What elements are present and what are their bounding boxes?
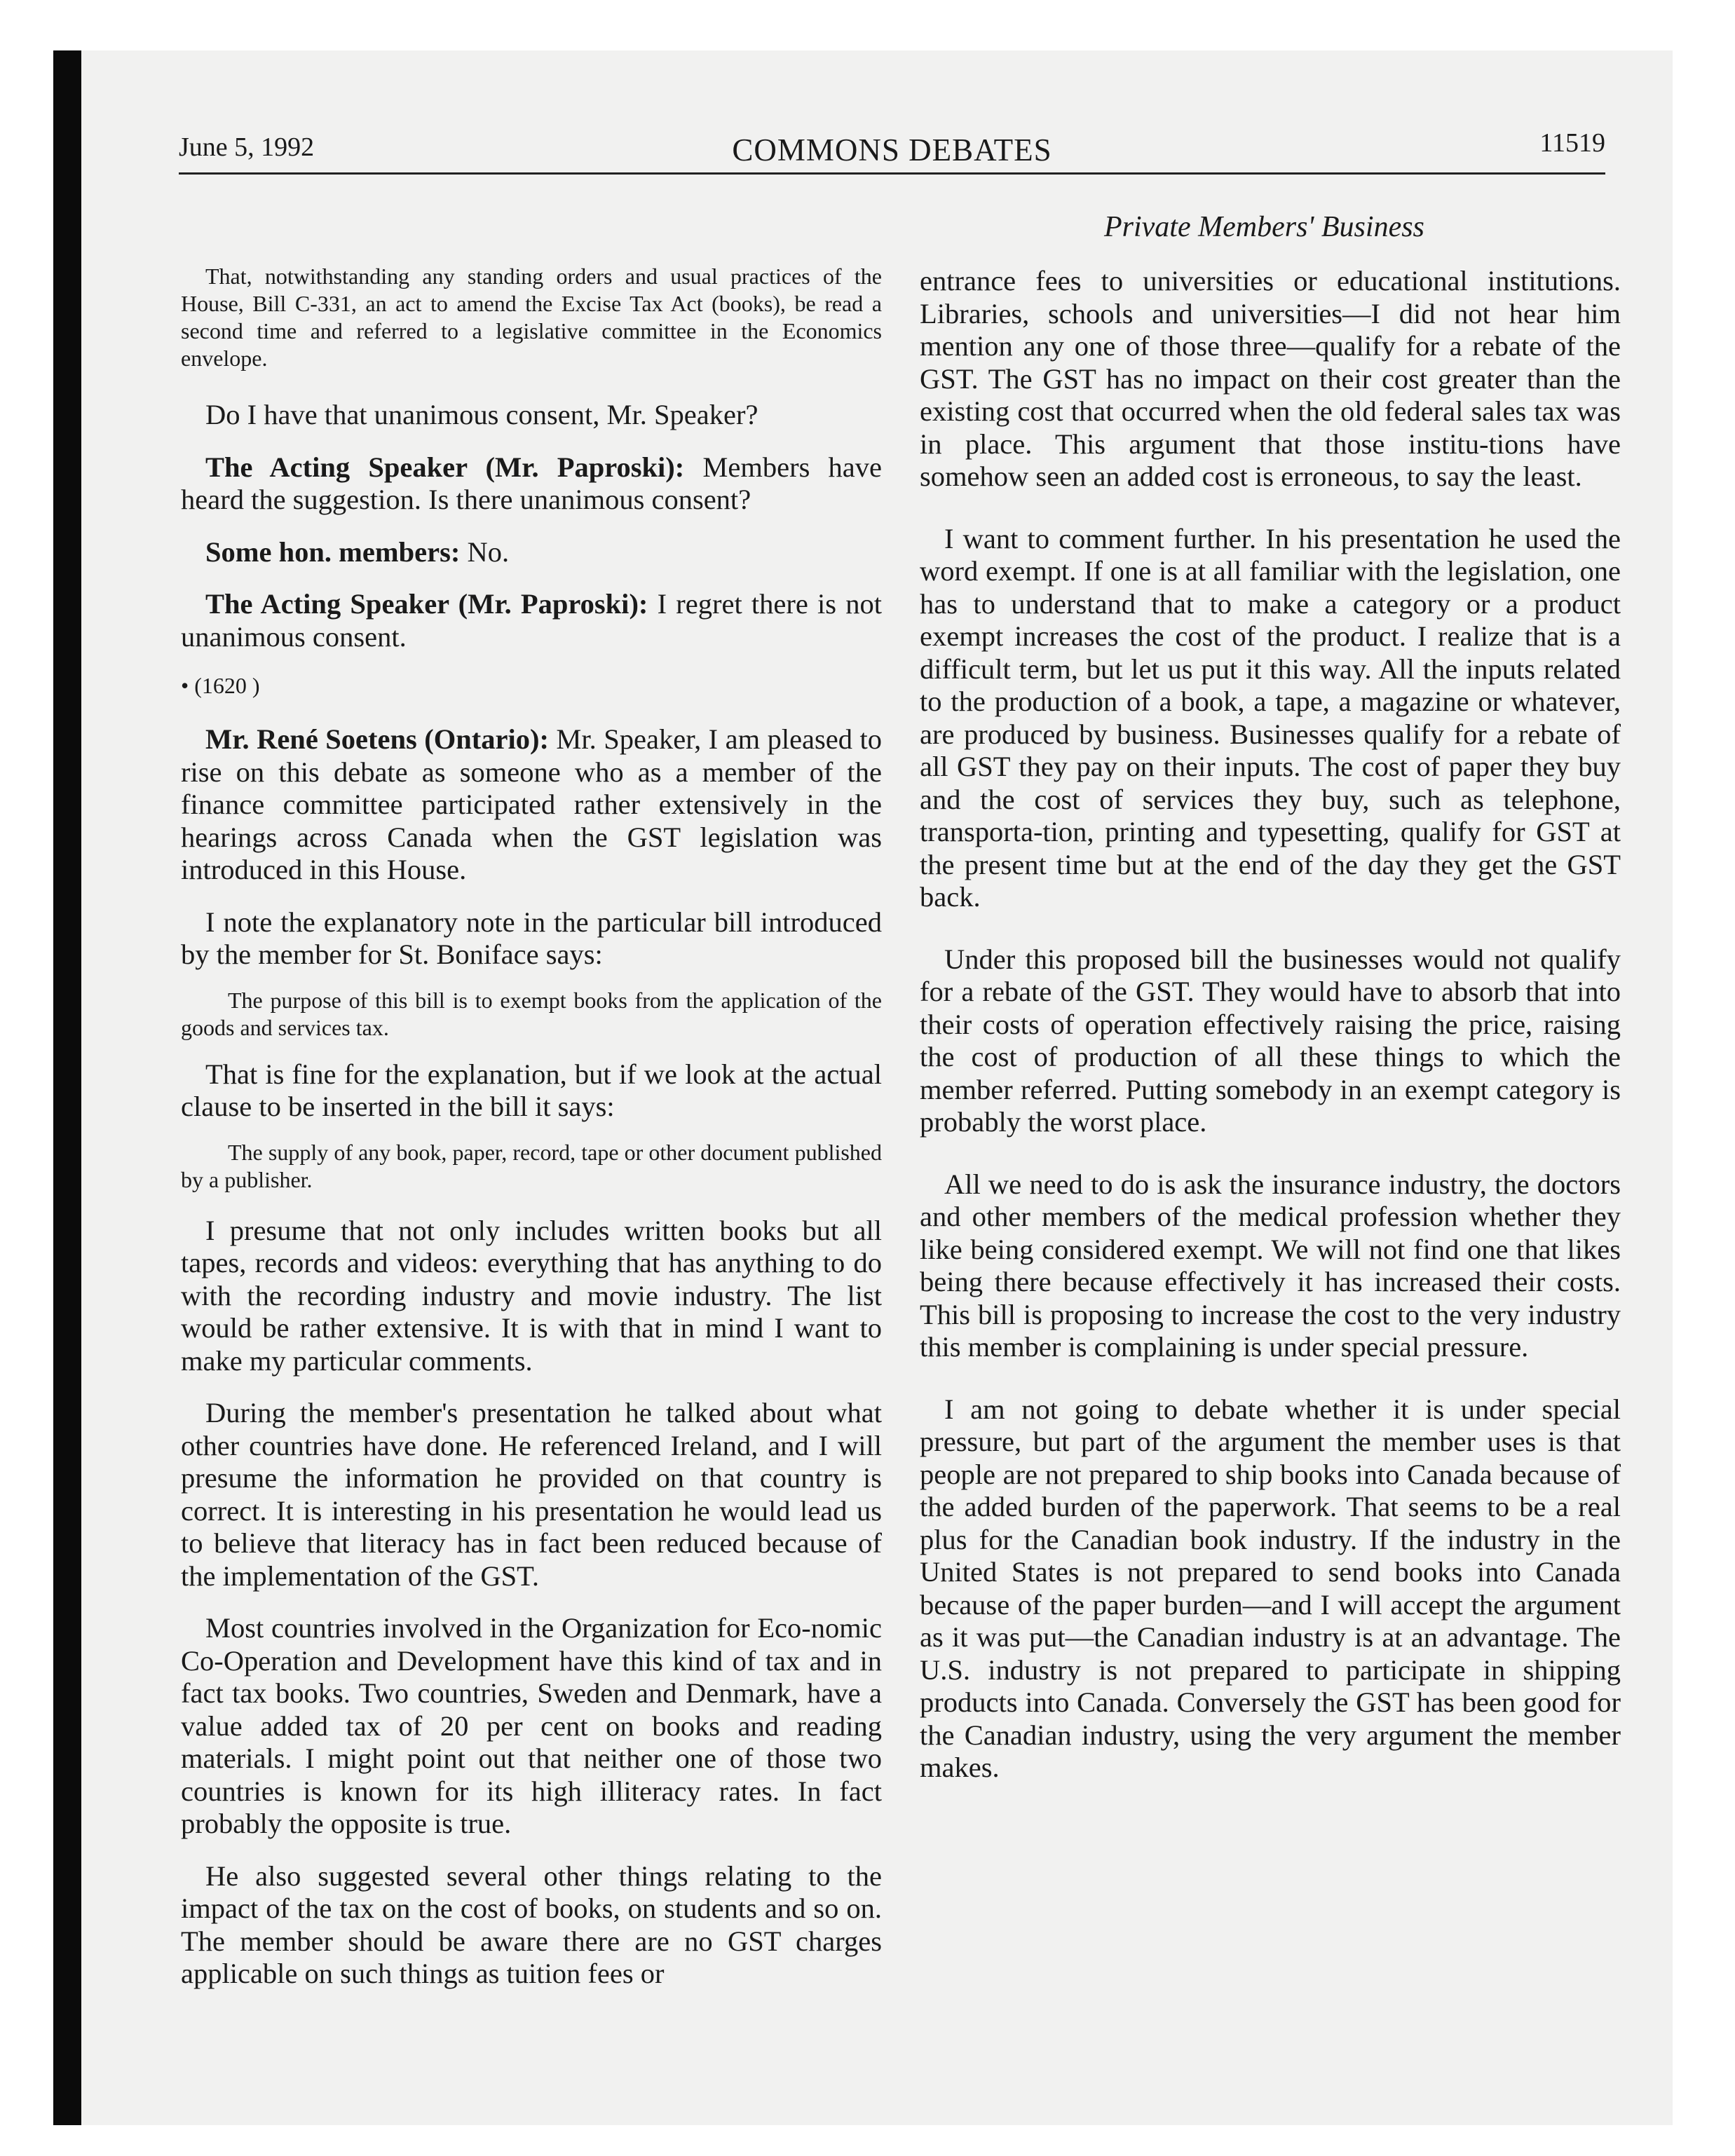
scan-edge (53, 50, 81, 2125)
paragraph: I want to comment further. In his presentation he used the word exempt. If one is at all familiar with the legislation, one has to understand that to make a category or a product exempt increases the cost of the product. I realize that is a difficult term, but let us put it this way. All the inputs related to the production of a book, a tape, a magazine or whatever, are produced by business. Businesses qualify for a rebate of all GST they pay on their inputs. The cost of paper they buy and the cost of services they buy, such as telephone, transporta-tion, printing and typesetting, qualify for GST at the present time but at the end of the day they get the GST back. (920, 522, 1621, 913)
speaker-name: Mr. René Soetens (Ontario): (205, 723, 549, 755)
paragraph: entrance fees to universities or educational institutions. Libraries, schools and universities—I did not hear him mention any one of those three—qualify for a rebate of the GST. The GST has no impact on their cost greater than the existing cost that occurred when the old federal sales tax was in place. This argument that those institu-tions have somehow seen an added cost is erroneous, to say the least. (920, 265, 1621, 492)
paragraph: I am not going to debate whether it is under special pressure, but part of the argument the member uses is that people are not prepared to ship books into Canada because of the added burden of the paperwork. That seems to be a real plus for the Canadian book industry. If the industry in the United States is not prepared to send books into Canada because of the paper burden—and I will accept the argument as it was put—the Canadian industry is at an advantage. The U.S. industry is not prepared to participate in shipping products into Canada. Conversely the GST has been good for the Canadian industry, using the very argument the member makes. (920, 1393, 1621, 1783)
paragraph: The Acting Speaker (Mr. Paproski): Members have heard the suggestion. Is there unanimous consent? (181, 451, 882, 515)
paragraph: During the member's presentation he talked about what other countries have done. He referenced Ireland, and I will presume the information he provided on that country is correct. It is interesting in his presentation he would lead us to believe that literacy has in fact been reduced because of the implementation of the GST. (181, 1397, 882, 1592)
paragraph: The Acting Speaker (Mr. Paproski): I regret there is not unanimous consent. (181, 588, 882, 653)
section-title: Private Members' Business (1104, 211, 1424, 243)
speaker-name: The Acting Speaker (Mr. Paproski): (205, 588, 648, 620)
time-marker: • (1620 ) (181, 673, 260, 698)
right-column (920, 265, 1621, 1785)
header-rule (179, 172, 1605, 175)
header-date: June 5, 1992 (179, 132, 315, 162)
quotation: The supply of any book, paper, record, tape or other document published by a publisher. (181, 1139, 882, 1192)
header-title: COMMONS DEBATES (732, 132, 1052, 168)
paragraph: That is fine for the explanation, but if we look at the actual clause to be inserted in the bill it says: (181, 1058, 882, 1122)
paragraph: Under this proposed bill the businesses would not qualify for a rebate of the GST. They would have to absorb that into their costs of operation effectively raising the price, raising the cost of production of all these things to which the member referred. Putting somebody in an exempt category is probably the worst place. (920, 943, 1621, 1138)
quotation: The purpose of this bill is to exempt books from the application of the goods and services tax. (181, 987, 882, 1040)
paragraph: Do I have that unanimous consent, Mr. Speaker? (205, 399, 758, 430)
paragraph: Most countries involved in the Organization for Eco-nomic Co-Operation and Development have this kind of tax and in fact tax books. Two countries, Sweden and Denmark, have a value added tax of 20 per cent on books and reading materials. I might point out that neither one of those two countries is known for its high illiteracy rates. In fact probably the opposite is true. (181, 1612, 882, 1839)
paragraph: He also suggested several other things relating to the impact of the tax on the cost of books, on students and so on. The member should be aware there are no GST charges applicable on such things as tuition fees or (181, 1860, 882, 1989)
left-column (181, 263, 882, 1991)
motion-text: That, notwithstanding any standing orders and usual practices of the House, Bill C-331, an act to amend the Excise Tax Act (books), be read a second time and referred to a legislative committee in the Economics envelope. (181, 264, 882, 371)
paragraph: I note the explanatory note in the particular bill introduced by the member for St. Boniface says: (181, 906, 882, 970)
speaker-name: Some hon. members: (205, 535, 461, 568)
paragraph: I presume that not only includes written books but all tapes, records and videos: everything that has anything to do with the recording industry and movie industry. The list would be rather extensive. It is with that in mind I want to make my particular comments. (181, 1214, 882, 1377)
paragraph: Mr. René Soetens (Ontario): Mr. Speaker, I am pleased to rise on this debate as someone who as a member of the finance committee participated rather extensively in the hearings across Canada when the GST legislation was introduced in this House. (181, 723, 882, 885)
page-number: 11519 (1539, 128, 1605, 158)
speaker-name: The Acting Speaker (Mr. Paproski): (205, 451, 685, 483)
paragraph: Some hon. members: No. (205, 535, 510, 568)
paragraph: All we need to do is ask the insurance industry, the doctors and other members of the medical profession whether they like being considered exempt. We will not find one that likes being there because effectively it has increased their costs. This bill is proposing to increase the cost to the very industry this member is complaining is under special pressure. (920, 1168, 1621, 1363)
page-header (179, 128, 1605, 174)
